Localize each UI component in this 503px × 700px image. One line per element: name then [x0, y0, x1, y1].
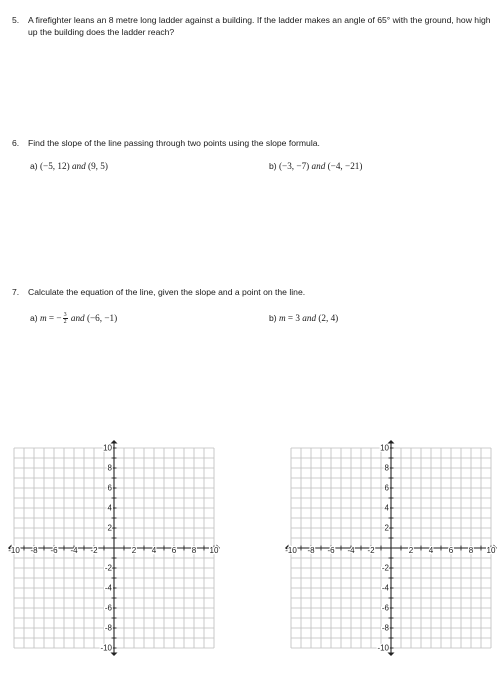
- x-tick-label: -2: [367, 546, 375, 556]
- y-tick-label: -8: [381, 623, 389, 633]
- part-label: a): [30, 313, 38, 323]
- x-tick-label: -6: [327, 546, 335, 556]
- equals-sign: = 3: [287, 313, 300, 323]
- x-tick-label: 10: [209, 546, 219, 556]
- question-number: 6.: [12, 138, 20, 148]
- y-tick-label: -2: [104, 563, 112, 573]
- question-text: Find the slope of the line passing through two points using the slope formula.: [28, 138, 320, 148]
- y-tick-label: 4: [107, 503, 112, 513]
- x-tick-label: -4: [347, 546, 355, 556]
- x-tick-label: 6: [171, 546, 177, 556]
- question-number: 7.: [12, 287, 20, 297]
- x-tick-label: -4: [70, 546, 78, 556]
- y-tick-label: 2: [384, 523, 389, 533]
- q6-part-b: [269, 160, 362, 172]
- point-1: (−5, 12): [39, 161, 70, 171]
- y-tick-label: 6: [384, 483, 389, 493]
- x-tick-label: 4: [428, 546, 434, 556]
- y-tick-label: -10: [100, 643, 112, 653]
- part-label: b): [269, 313, 277, 323]
- and-word: and: [71, 161, 86, 171]
- y-tick-label: 10: [103, 443, 112, 453]
- q6-part-a: [30, 160, 108, 172]
- y-tick-label: -4: [104, 583, 112, 593]
- point: (−6, −1): [86, 313, 118, 323]
- x-tick-label: -10: [285, 546, 297, 556]
- numerator: 3: [63, 312, 67, 319]
- y-axis-arrow-down: [111, 653, 118, 657]
- y-tick-label: 8: [384, 463, 389, 473]
- x-tick-label: 8: [191, 546, 197, 556]
- y-tick-label: -4: [381, 583, 389, 593]
- question-text: Calculate the equation of the line, given the slope and a point on the line.: [28, 287, 306, 297]
- y-tick-label: -2: [381, 563, 389, 573]
- denominator: 2: [63, 319, 67, 326]
- q7-part-a: [30, 312, 117, 325]
- slope-symbol: m: [278, 313, 286, 323]
- part-label: b): [269, 161, 277, 171]
- x-tick-label: -8: [307, 546, 315, 556]
- x-tick-label: 2: [408, 546, 414, 556]
- y-tick-label: -6: [381, 603, 389, 613]
- x-tick-label: 2: [131, 546, 137, 556]
- point-2: (9, 5): [88, 161, 108, 171]
- y-tick-label: 2: [107, 523, 112, 533]
- question-text: A firefighter leans an 8 metre long ladder against a building. If the ladder makes an angle of 65° with the ground, how high up the building does the ladder reach?: [28, 15, 491, 37]
- point-1: (−3, −7): [278, 161, 310, 171]
- x-tick-label: 8: [468, 546, 474, 556]
- x-tick-label: 4: [151, 546, 157, 556]
- fraction: [63, 312, 68, 325]
- coordinate-grid-left: [8, 440, 220, 658]
- x-tick-label: -2: [90, 546, 98, 556]
- equals-sign: = −: [48, 313, 62, 323]
- x-tick-label: 6: [448, 546, 454, 556]
- question-number: 5.: [12, 15, 20, 25]
- x-tick-label: 10: [486, 546, 496, 556]
- and-word: and: [302, 313, 317, 323]
- y-tick-label: -8: [104, 623, 112, 633]
- y-tick-label: 8: [107, 463, 112, 473]
- and-word: and: [70, 313, 85, 323]
- slope-symbol: m: [39, 313, 47, 323]
- y-tick-label: 6: [107, 483, 112, 493]
- y-tick-label: -6: [104, 603, 112, 613]
- y-axis-arrow-down: [388, 653, 395, 657]
- and-word: and: [311, 161, 326, 171]
- y-tick-label: 4: [384, 503, 389, 513]
- x-tick-label: -8: [30, 546, 38, 556]
- coordinate-grid-right: [285, 440, 497, 658]
- q7-part-b: [269, 312, 338, 324]
- y-tick-label: 10: [380, 443, 389, 453]
- part-label: a): [30, 161, 38, 171]
- y-tick-label: -10: [377, 643, 389, 653]
- point: (2, 4): [318, 313, 339, 323]
- x-tick-label: -6: [50, 546, 58, 556]
- x-tick-label: -10: [8, 546, 20, 556]
- point-2: (−4, −21): [327, 161, 363, 171]
